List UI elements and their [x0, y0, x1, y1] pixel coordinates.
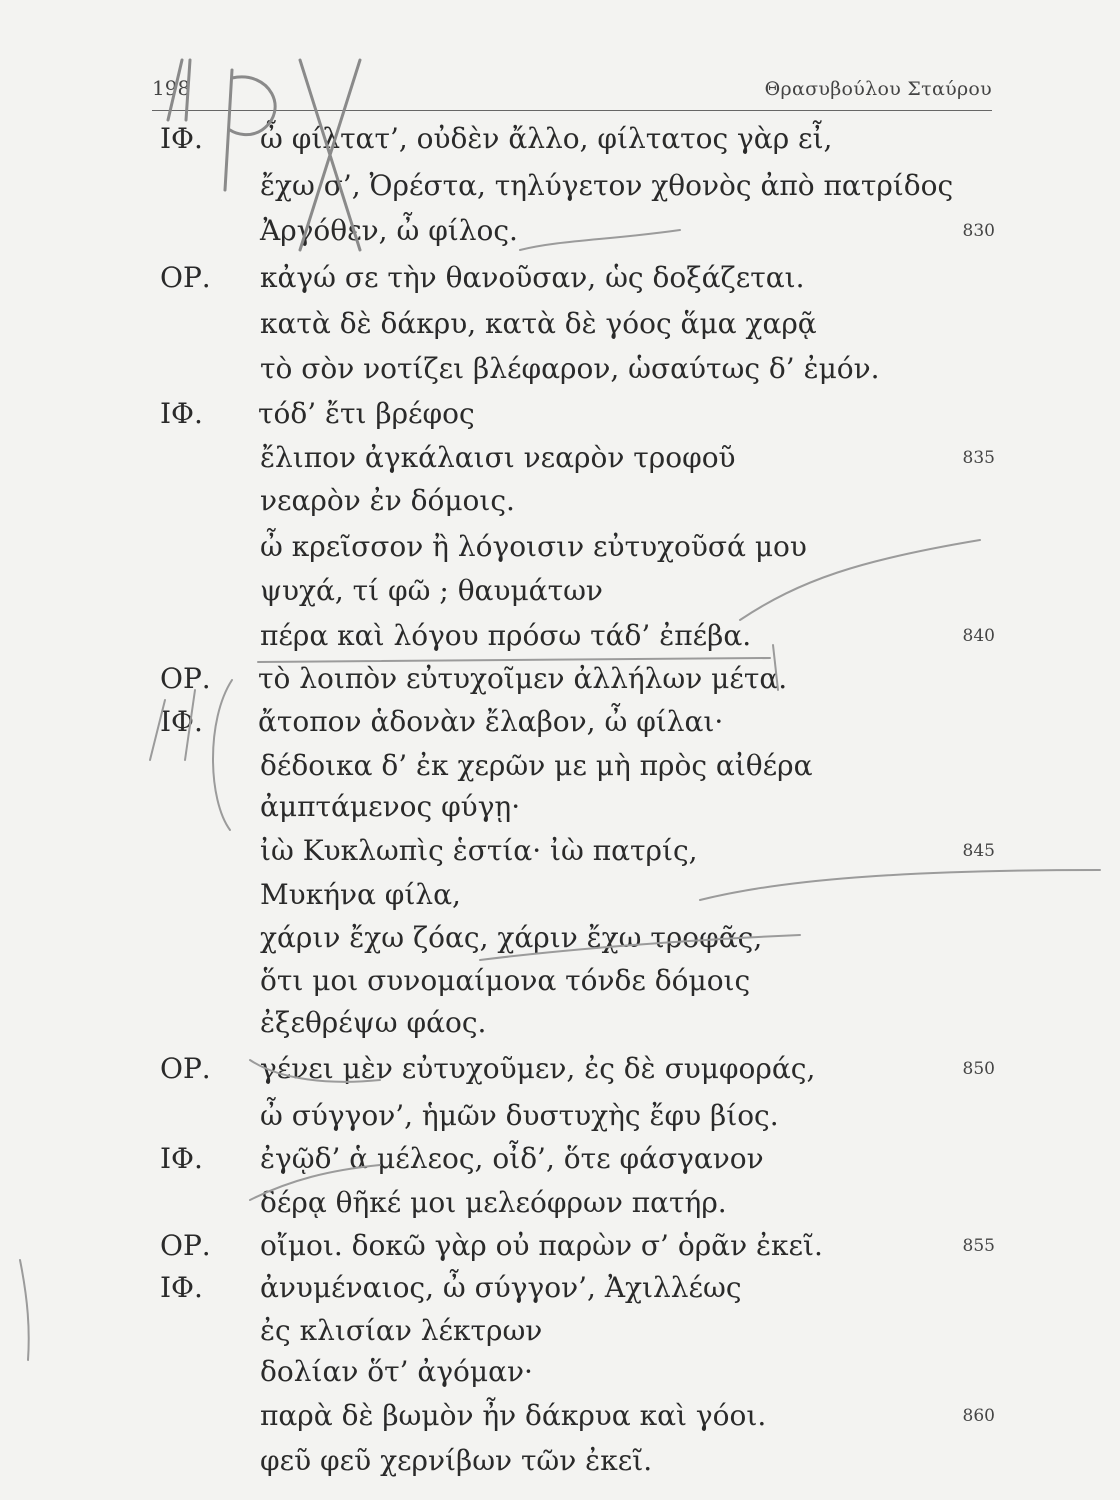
verse-line — [0, 961, 1120, 1001]
verse-line — [0, 1226, 1120, 1266]
verse-line — [0, 1096, 1120, 1136]
verse-text: ἐς κλισίαν λέκτρων — [260, 1314, 543, 1347]
verse-text: Μυκήνα φίλα, — [260, 878, 461, 911]
verse-text: ὅτι μοι συνομαίμονα τόνδε δόμοις — [260, 964, 751, 997]
verse-text: ἀνυμέναιος, ὦ σύγγον’, Ἀχιλλέως — [260, 1271, 742, 1304]
verse-text: χάριν ἔχω ζόας, χάριν ἔχω τροφᾶς, — [260, 921, 763, 954]
verse-text: τόδ’ ἔτι βρέφος — [258, 397, 475, 430]
verse-line — [0, 659, 1120, 699]
verse-text: νεαρὸν ἐν δόμοις. — [260, 484, 515, 517]
verse-text: ψυχά, τί φῶ ; θαυμάτων — [260, 574, 603, 607]
verse-text: κἀγώ σε τὴν θανοῦσαν, ὡς δοξάζεται. — [260, 261, 805, 294]
verse-line — [0, 746, 1120, 786]
verse-line — [0, 1396, 1120, 1436]
verse-text: φεῦ φεῦ χερνίβων τῶν ἐκεῖ. — [260, 1444, 653, 1477]
verse-line — [0, 1352, 1120, 1392]
verse-text: πέρα καὶ λόγου πρόσω τάδ’ ἐπέβα. — [260, 619, 752, 652]
verse-line — [0, 166, 1120, 206]
verse-text: δολίαν ὅτ’ ἀγόμαν· — [260, 1355, 533, 1388]
header-rule — [152, 110, 992, 111]
verse-line — [0, 616, 1120, 656]
verse-line — [0, 481, 1120, 521]
verse-line — [0, 1183, 1120, 1223]
verse-text: ἀμπτάμενος φύγῃ· — [260, 790, 521, 823]
line-number: 850 — [962, 1059, 995, 1079]
line-number: 855 — [962, 1236, 995, 1256]
verse-line — [0, 394, 1120, 434]
speaker-label: ΙΦ. — [160, 1271, 203, 1304]
verse-line — [0, 1003, 1120, 1043]
line-number: 840 — [962, 626, 995, 646]
line-number: 830 — [962, 221, 995, 241]
line-number: 835 — [962, 448, 995, 468]
verse-line — [0, 1441, 1120, 1481]
verse-line — [0, 787, 1120, 827]
verse-line — [0, 571, 1120, 611]
page-number: 198 — [152, 76, 191, 100]
verse-text: Ἀργόθεν, ὦ φίλος. — [260, 214, 518, 247]
speaker-label: ΟΡ. — [160, 1229, 211, 1262]
running-title: Θρασυβούλου Σταύρου — [764, 78, 992, 100]
verse-line — [0, 304, 1120, 344]
verse-line — [0, 349, 1120, 389]
verse-line — [0, 702, 1120, 742]
verse-line — [0, 1139, 1120, 1179]
line-number: 845 — [962, 841, 995, 861]
verse-text: παρὰ δὲ βωμὸν ἦν δάκρυα καὶ γόοι. — [260, 1399, 767, 1432]
verse-line — [0, 211, 1120, 251]
verse-text: ἔλιπον ἀγκάλαισι νεαρὸν τροφοῦ — [260, 441, 736, 474]
verse-line — [0, 527, 1120, 567]
verse-text: ἰὼ Κυκλωπὶς ἑστία· ἰὼ πατρίς, — [260, 834, 698, 867]
verse-text: ὦ κρεῖσσον ἢ λόγοισιν εὐτυχοῦσά μου — [260, 530, 807, 563]
speaker-label: ΟΡ. — [160, 261, 211, 294]
verse-line — [0, 1311, 1120, 1351]
verse-text: δέρᾳ θῆκέ μοι μελεόφρων πατήρ. — [260, 1186, 727, 1219]
verse-line — [0, 119, 1120, 159]
speaker-label: ΟΡ. — [160, 662, 211, 695]
speaker-label: ΙΦ. — [160, 705, 203, 738]
verse-text: ἐξεθρέψω φάος. — [260, 1006, 487, 1039]
verse-line — [0, 1268, 1120, 1308]
speaker-label: ΙΦ. — [160, 122, 203, 155]
verse-text: δέδοικα δ’ ἐκ χερῶν με μὴ πρὸς αἰθέρα — [260, 749, 813, 782]
verse-text: ἐγῷδ’ ἁ μέλεος, οἶδ’, ὅτε φάσγανον — [260, 1142, 764, 1175]
verse-text: κατὰ δὲ δάκρυ, κατὰ δὲ γόος ἅμα χαρᾷ — [260, 307, 817, 340]
verse-text: ὦ σύγγον’, ἡμῶν δυστυχὴς ἔφυ βίος. — [260, 1099, 779, 1132]
verse-text: γένει μὲν εὐτυχοῦμεν, ἐς δὲ συμφοράς, — [260, 1052, 816, 1085]
verse-text: τὸ λοιπὸν εὐτυχοῖμεν ἀλλήλων μέτα. — [258, 662, 788, 695]
verse-line — [0, 1049, 1120, 1089]
speaker-label: ΙΦ. — [160, 397, 203, 430]
line-number: 860 — [962, 1406, 995, 1426]
verse-text: ἄτοπον ἁδονὰν ἔλαβον, ὦ φίλαι· — [258, 705, 724, 738]
verse-line — [0, 918, 1120, 958]
speaker-label: ΙΦ. — [160, 1142, 203, 1175]
verse-text: τὸ σὸν νοτίζει βλέφαρον, ὡσαύτως δ’ ἐμόν. — [260, 352, 880, 385]
verse-line — [0, 438, 1120, 478]
verse-text: ὦ φίλτατ’, οὐδὲν ἄλλο, φίλτατος γὰρ εἶ, — [260, 122, 833, 155]
verse-text: οἴμοι. δοκῶ γὰρ οὐ παρὼν σ’ ὁρᾶν ἐκεῖ. — [260, 1229, 823, 1262]
verse-line — [0, 831, 1120, 871]
verse-line — [0, 258, 1120, 298]
verse-line — [0, 875, 1120, 915]
speaker-label: ΟΡ. — [160, 1052, 211, 1085]
verse-text: ἔχω σ’, Ὀρέστα, τηλύγετον χθονὸς ἀπὸ πατρίδος — [260, 169, 954, 202]
